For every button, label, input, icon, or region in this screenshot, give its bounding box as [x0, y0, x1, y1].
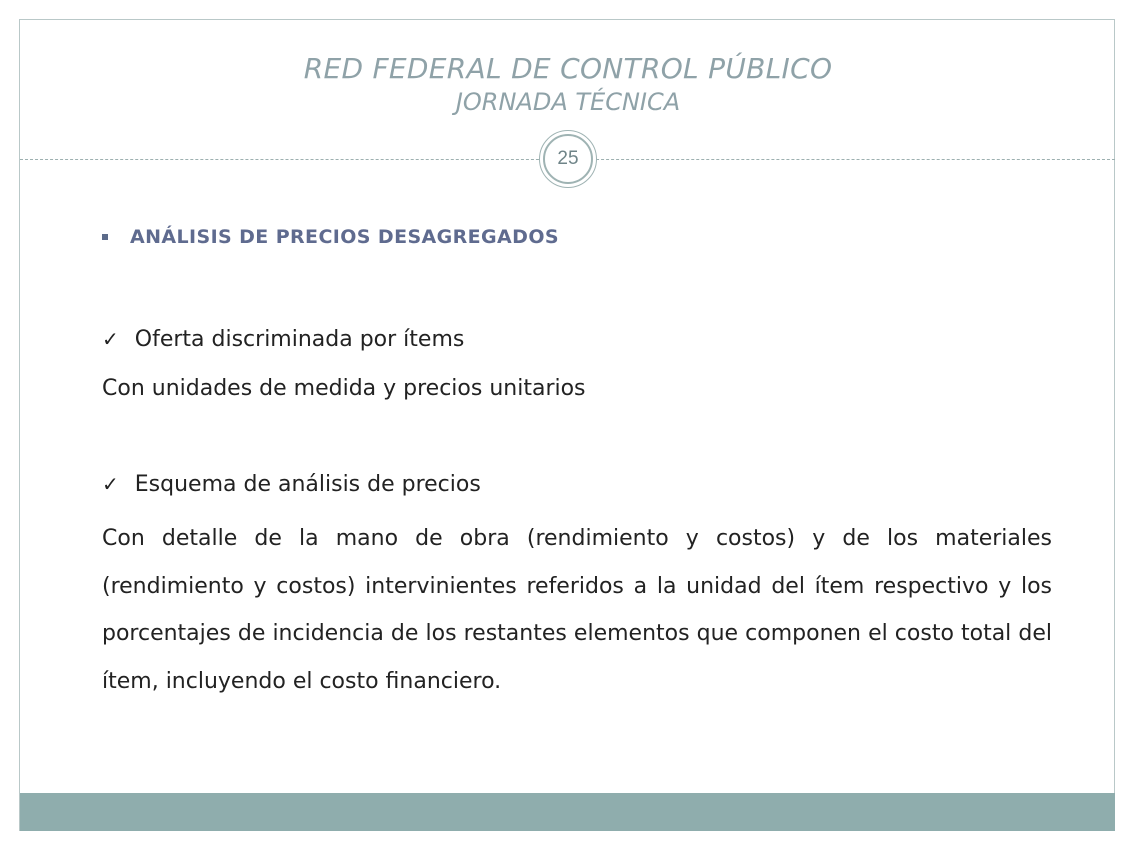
scheme-detail-paragraph: Con detalle de la mano de obra (rendimiento y costos) y de los materiales (rendimiento y costos) intervinientes referidos a la unidad del ítem respectivo y los porcentajes de incidencia de los restantes elementos que componen el costo total del ítem, incluyendo el costo financiero.	[102, 526, 1052, 694]
checkmark-icon: ✓	[102, 472, 119, 496]
section-heading: ANÁLISIS DE PRECIOS DESAGREGADOS	[130, 226, 559, 248]
checklist-item-scheme	[102, 472, 481, 497]
checklist-item-offer	[102, 327, 464, 352]
page-number-badge	[539, 130, 597, 188]
page-number: 25	[543, 134, 593, 184]
section-heading-row	[102, 226, 559, 248]
slide-subtitle: JORNADA TÉCNICA	[455, 88, 681, 116]
checklist-item-label: Oferta discriminada por ítems	[134, 327, 465, 352]
footer-bar	[20, 793, 1115, 831]
offer-detail: Con unidades de medida y precios unitarios	[102, 376, 586, 401]
square-bullet-icon	[102, 234, 108, 240]
checkmark-icon: ✓	[102, 327, 119, 351]
slide-title: RED FEDERAL DE CONTROL PÚBLICO	[303, 52, 833, 85]
checklist-item-label: Esquema de análisis de precios	[134, 472, 481, 497]
